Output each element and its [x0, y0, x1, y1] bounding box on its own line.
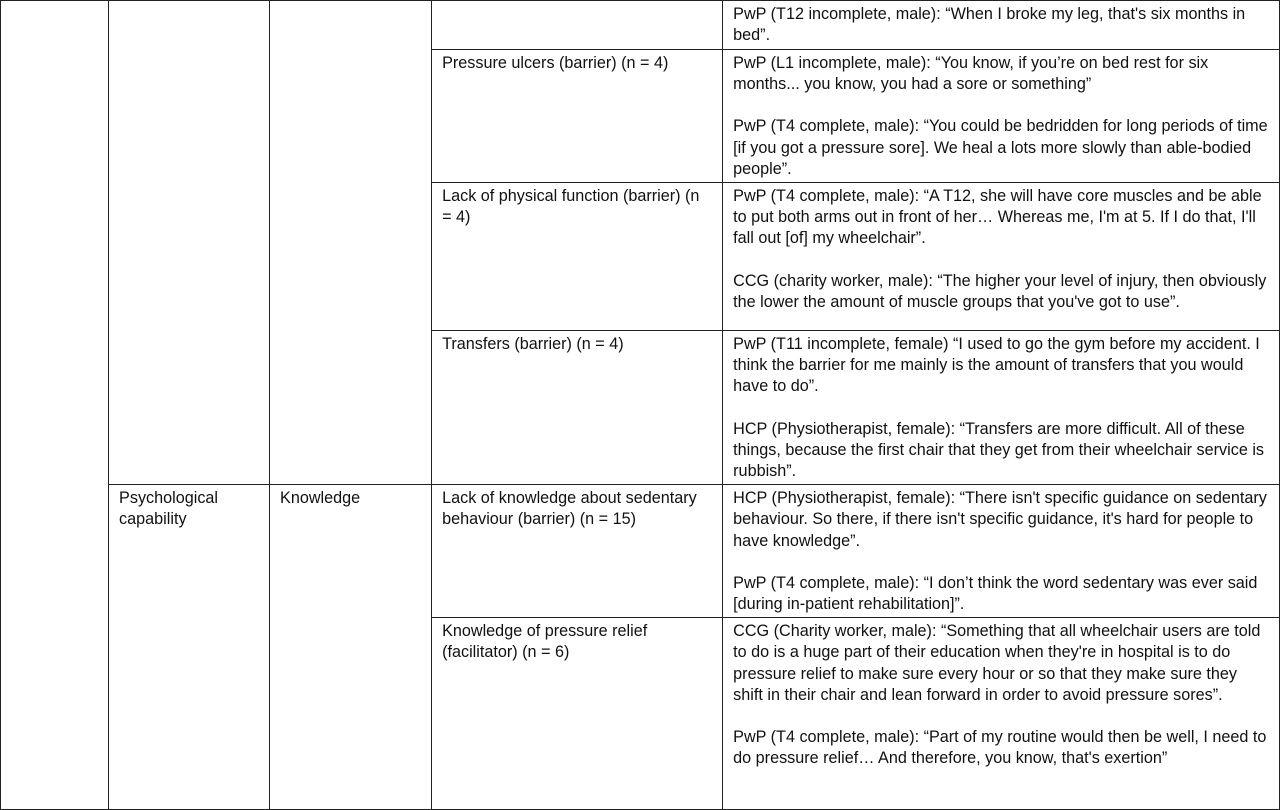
quote-text: PwP (L1 incomplete, male): “You know, if you’re on bed rest for six months... you know, you had a sore or something”: [733, 54, 1209, 94]
subtheme-cell: Lack of physical function (barrier) (n = 4): [432, 183, 723, 331]
component-cell: [109, 1, 270, 485]
table-row: [1, 1, 1280, 50]
quote-cell: [723, 1, 1280, 50]
quote-cell: [723, 183, 1280, 331]
theme-cell: [270, 1, 432, 485]
quote-cell: [723, 618, 1280, 810]
subtheme-cell: Lack of knowledge about sedentary behaviour (barrier) (n = 15): [432, 485, 723, 618]
subtheme-cell: [432, 1, 723, 50]
subtheme-cell: Pressure ulcers (barrier) (n = 4): [432, 50, 723, 183]
quote-text: PwP (T11 incomplete, female) “I used to go the gym before my accident. I think the barrier for me mainly is the amount of transfers that you would have to do”.: [733, 335, 1260, 396]
motivation-cell: [1, 1, 109, 810]
table-row: [1, 485, 1280, 618]
quote-cell: [723, 485, 1280, 618]
quote-text: PwP (T4 complete, male): “I don’t think the word sedentary was ever said [during in-patient rehabilitation]”.: [733, 573, 1258, 614]
quote-text: HCP (Physiotherapist, female): “There isn't specific guidance on sedentary behaviour. So there, if there isn't specific guidance, it's hard for people to have knowledge”.: [733, 489, 1267, 550]
subtheme-cell: Transfers (barrier) (n = 4): [432, 331, 723, 485]
quote-cell: [723, 331, 1280, 485]
subtheme-cell: Knowledge of pressure relief (facilitator) (n = 6): [432, 618, 723, 810]
quote-cell: [723, 50, 1280, 183]
theme-cell: Knowledge: [270, 485, 432, 810]
quote-text: CCG (charity worker, male): “The higher your level of injury, then obviously the lower the amount of muscle groups that you've got to use”.: [733, 271, 1267, 311]
quote-text: PwP (T4 complete, male): “You could be bedridden for long periods of time [if you got a pressure sore]. We heal a lots more slowly than able-bodied people”.: [733, 117, 1268, 178]
quote-text: CCG (Charity worker, male): “Something that all wheelchair users are told to do is a huge part of their education when they're in hospital is to do pressure relief to make sure every hour or so that they make sure they shift in their chair and lean forward in order to avoid pressure sores”.: [733, 622, 1261, 704]
component-cell: Psychological capability: [109, 485, 270, 810]
quote-text: PwP (T12 incomplete, male): “When I broke my leg, that's six months in bed”.: [733, 5, 1246, 45]
quote-text: HCP (Physiotherapist, female): “Transfers are more difficult. All of these things, because the first chair that they get from their wheelchair service is rubbish”.: [733, 419, 1265, 481]
quote-text: PwP (T4 complete, male): “Part of my routine would then be well, I need to do pressure relief… And therefore, you know, that's exertion”: [733, 728, 1267, 768]
quote-text: PwP (T4 complete, male): “A T12, she will have core muscles and be able to put both arms out in front of her… Whereas me, I'm at 5. If I do that, I'll fall out [of] my wheelchair”.: [733, 187, 1262, 248]
